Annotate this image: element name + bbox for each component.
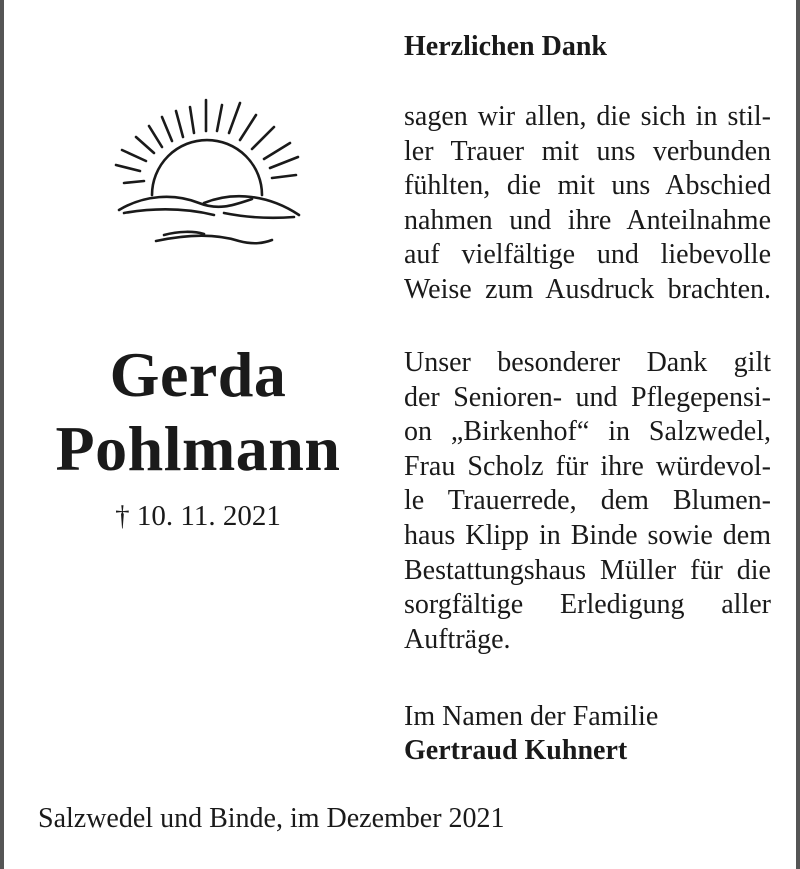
text-line: Weise zum Ausdruck brachten.: [404, 273, 771, 305]
message-paragraph-2: [404, 346, 771, 657]
thank-you-message: [404, 30, 771, 766]
text-line: der Senioren- und Pflegepensi-: [404, 381, 771, 413]
text-line: sorgfältige Erledigung aller: [404, 589, 771, 621]
text-line: nahmen und ihre Anteilnahme: [404, 204, 771, 236]
text-line: haus Klipp in Binde sowie dem: [404, 519, 771, 551]
text-line: Frau Scholz für ihre würdevol-: [404, 450, 771, 482]
text-line: auf vielfältige und liebevolle: [404, 239, 771, 271]
text-line: le Trauerrede, dem Blumen-: [404, 485, 771, 517]
message-paragraph-1: [404, 100, 771, 308]
sunset-over-hills-icon: [104, 95, 309, 250]
text-line: ler Trauer mit uns verbunden: [404, 135, 771, 167]
deceased-last-name: Pohlmann: [55, 413, 341, 484]
death-date: † 10. 11. 2021: [115, 500, 281, 532]
text-line: Bestattungshaus Müller für die: [404, 554, 771, 586]
deceased-first-name: Gerda: [109, 339, 287, 410]
signatory-name: Gertraud Kuhnert: [404, 735, 628, 766]
message-heading: Herzlichen Dank: [404, 31, 607, 62]
place-and-date: Salzwedel und Binde, im Dezember 2021: [38, 803, 505, 834]
deceased-name: [18, 338, 378, 486]
text-line: fühlten, die mit uns Abschied: [404, 170, 771, 202]
text-line: Aufträge.: [404, 623, 511, 655]
text-line: Unser besonderer Dank gilt: [404, 347, 771, 378]
closing-line: Im Namen der Familie: [404, 701, 659, 732]
text-line: sagen wir allen, die sich in stil-: [404, 101, 771, 132]
text-line: on „Birkenhof“ in Salzwedel,: [404, 416, 771, 448]
